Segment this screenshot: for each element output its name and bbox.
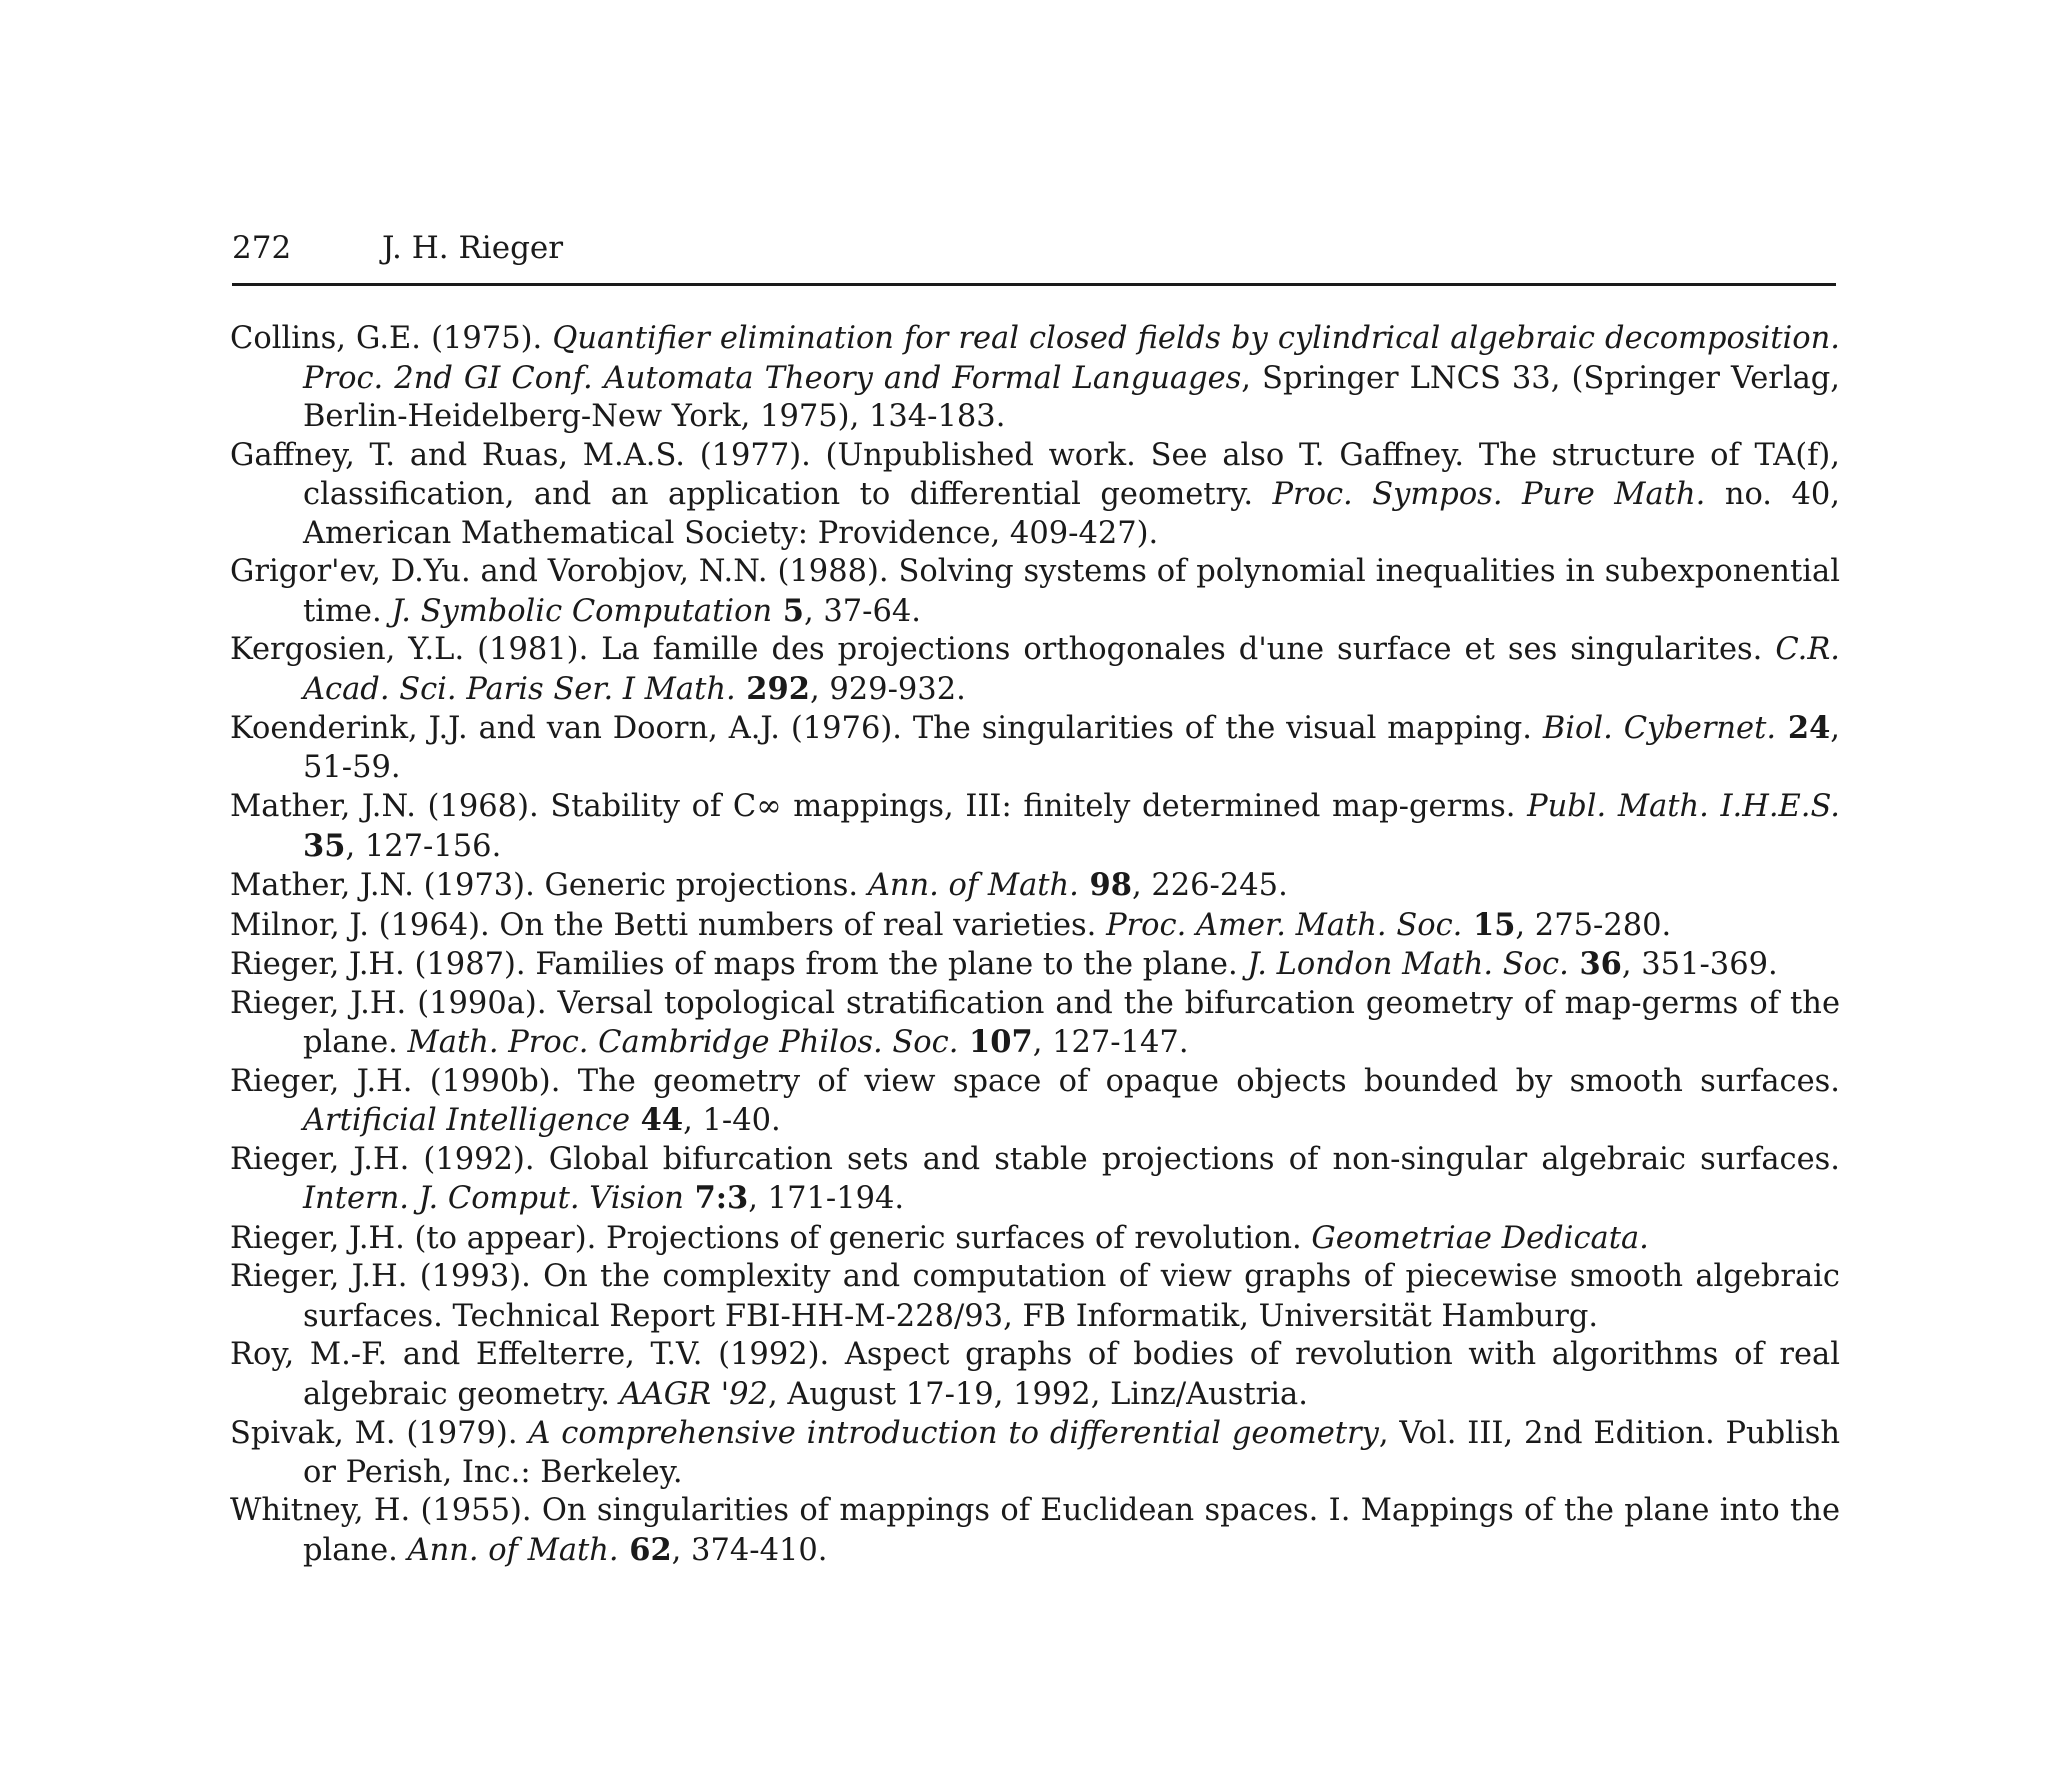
reference-volume: 44 bbox=[630, 1102, 684, 1138]
reference-text: Whitney, H. (1955). On singularities of mappings of Euclidean spaces. I. Mappings of the plane into the plane. bbox=[230, 1493, 1840, 1568]
reference-journal: AAGR '92 bbox=[619, 1376, 768, 1412]
page-header bbox=[232, 222, 1836, 282]
reference-journal: C.R. Acad. Sci. Paris Ser. I Math. bbox=[303, 632, 1840, 707]
reference-pages: , August 17-19, 1992, Linz/Austria. bbox=[767, 1376, 1308, 1412]
reference-journal: Intern. J. Comput. Vision bbox=[303, 1181, 684, 1216]
reference-journal: Ann. of Math. bbox=[867, 868, 1079, 903]
reference-entry bbox=[230, 553, 1840, 631]
reference-entry bbox=[230, 1258, 1840, 1336]
header-rule bbox=[232, 283, 1836, 286]
reference-volume: 24 bbox=[1776, 710, 1831, 746]
reference-pages: , 275-280. bbox=[1515, 907, 1672, 943]
reference-journal: Biol. Cybernet. bbox=[1542, 711, 1777, 746]
reference-pages: , 374-410. bbox=[671, 1532, 828, 1568]
reference-entry bbox=[230, 1141, 1840, 1219]
reference-entry bbox=[230, 1219, 1840, 1259]
reference-text: Collins, G.E. (1975). bbox=[230, 321, 553, 356]
reference-volume: 292 bbox=[735, 670, 810, 707]
reference-journal: Geometriae Dedicata. bbox=[1311, 1220, 1649, 1256]
reference-entry bbox=[230, 709, 1840, 787]
reference-journal: Math. Proc. Cambridge Philos. Soc. bbox=[407, 1025, 959, 1060]
reference-text: Rieger, J.H. (1990b). The geometry of view space of opaque objects bounded by smooth surfaces. bbox=[230, 1063, 1840, 1099]
reference-journal: Ann. of Math. bbox=[407, 1532, 619, 1568]
reference-text: Spivak, M. (1979). bbox=[230, 1416, 529, 1451]
reference-journal: Proc. Amer. Math. Soc. bbox=[1106, 907, 1463, 943]
reference-volume: 5 bbox=[772, 592, 804, 629]
reference-volume: 98 bbox=[1078, 867, 1132, 903]
reference-text: Rieger, J.H. (1993). On the complexity and computation of view graphs of piecewise smooth algebraic surfaces. Technical Report FBI-HH-M-228/93, FB Informatik, Universität Hamburg. bbox=[230, 1259, 1840, 1334]
reference-text: Koenderink, J.J. and van Doorn, A.J. (1976). The singularities of the visual mapping. bbox=[230, 711, 1543, 746]
reference-entry bbox=[230, 320, 1840, 437]
reference-text: Grigor'ev, D.Yu. and Vorobjov, N.N. (1988). Solving systems of polynomial inequalities in subexponential time. bbox=[230, 554, 1840, 629]
reference-pages: , 171-194. bbox=[748, 1181, 905, 1216]
reference-pages: , 226-245. bbox=[1131, 868, 1288, 903]
reference-journal: Proc. Sympos. Pure Math. bbox=[1272, 477, 1706, 512]
reference-entry bbox=[230, 1414, 1840, 1492]
reference-entry bbox=[230, 866, 1840, 906]
reference-entry bbox=[230, 906, 1840, 946]
reference-text: Milnor, J. (1964). On the Betti numbers of real varieties. bbox=[230, 907, 1107, 943]
reference-journal: J. London Math. Soc. bbox=[1247, 947, 1569, 982]
reference-title: A comprehensive introduction to differential geometry bbox=[528, 1416, 1379, 1451]
reference-list bbox=[230, 320, 1840, 1570]
reference-entry bbox=[230, 1492, 1840, 1570]
reference-entry bbox=[230, 1063, 1840, 1141]
running-head: J. H. Rieger bbox=[382, 230, 564, 266]
reference-pages: , Springer LNCS 33, (Springer Verlag, Berlin-Heidelberg-New York, 1975), 134-183. bbox=[303, 360, 1840, 434]
reference-pages: , 1-40. bbox=[683, 1103, 781, 1138]
reference-text: Mather, J.N. (1973). Generic projections. bbox=[230, 868, 868, 903]
reference-text: Rieger, J.H. (1987). Families of maps from the plane to the plane. bbox=[230, 947, 1248, 982]
reference-pages: , 127-156. bbox=[345, 828, 502, 864]
reference-text: Gaffney, T. and Ruas, M.A.S. (1977). (Unpublished work. See also T. Gaffney. The structure of TA(f), classification, and an application to differential geometry. bbox=[230, 437, 1840, 512]
reference-pages: , Vol. III, 2nd Edition. Publish or Perish, Inc.: Berkeley. bbox=[303, 1416, 1841, 1490]
reference-text: Rieger, J.H. (to appear). Projections of generic surfaces of revolution. bbox=[230, 1220, 1312, 1256]
reference-title: Quantifier elimination for real closed fields by cylindrical algebraic decomposition. Proc. 2nd GI Conf. Automata Theory and Formal Languages bbox=[303, 321, 1840, 396]
reference-entry bbox=[230, 985, 1840, 1063]
reference-pages: , 929-932. bbox=[809, 671, 966, 707]
reference-pages: , 37-64. bbox=[803, 593, 921, 629]
reference-pages: , 127-147. bbox=[1032, 1025, 1189, 1060]
reference-text: Mather, J.N. (1968). Stability of C∞ mappings, III: finitely determined map-germs. bbox=[230, 789, 1528, 824]
reference-entry bbox=[230, 437, 1840, 554]
reference-journal: Artificial Intelligence bbox=[303, 1103, 631, 1138]
reference-volume: 15 bbox=[1462, 906, 1516, 943]
reference-volume: 35 bbox=[303, 827, 346, 864]
reference-entry bbox=[230, 631, 1840, 709]
page-number: 272 bbox=[232, 230, 292, 266]
reference-text: Kergosien, Y.L. (1981). La famille des projections orthogonales d'une surface et ses singularites. bbox=[230, 632, 1776, 667]
reference-volume: 36 bbox=[1568, 946, 1622, 982]
reference-journal: J. Symbolic Computation bbox=[391, 593, 773, 629]
reference-text: Rieger, J.H. (1992). Global bifurcation sets and stable projections of non-singular algebraic surfaces. bbox=[230, 1141, 1840, 1177]
reference-text: Rieger, J.H. (1990a). Versal topological stratification and the bifurcation geometry of map-germs of the plane. bbox=[230, 985, 1840, 1060]
reference-pages: no. 40, American Mathematical Society: Providence, 409-427). bbox=[303, 477, 1840, 551]
reference-entry bbox=[230, 787, 1840, 866]
reference-text: Roy, M.-F. and Effelterre, T.V. (1992). Aspect graphs of bodies of revolution with algorithms of real algebraic geometry. bbox=[230, 1337, 1840, 1412]
reference-pages: , 351-369. bbox=[1621, 947, 1778, 982]
reference-volume: 107 bbox=[958, 1024, 1033, 1060]
reference-entry bbox=[230, 1336, 1840, 1414]
reference-entry bbox=[230, 945, 1840, 985]
reference-pages: , 51-59. bbox=[303, 711, 1840, 785]
reference-volume: 62 bbox=[618, 1531, 672, 1568]
reference-journal: Publ. Math. I.H.E.S. bbox=[1527, 789, 1840, 824]
reference-volume: 7:3 bbox=[683, 1180, 749, 1216]
